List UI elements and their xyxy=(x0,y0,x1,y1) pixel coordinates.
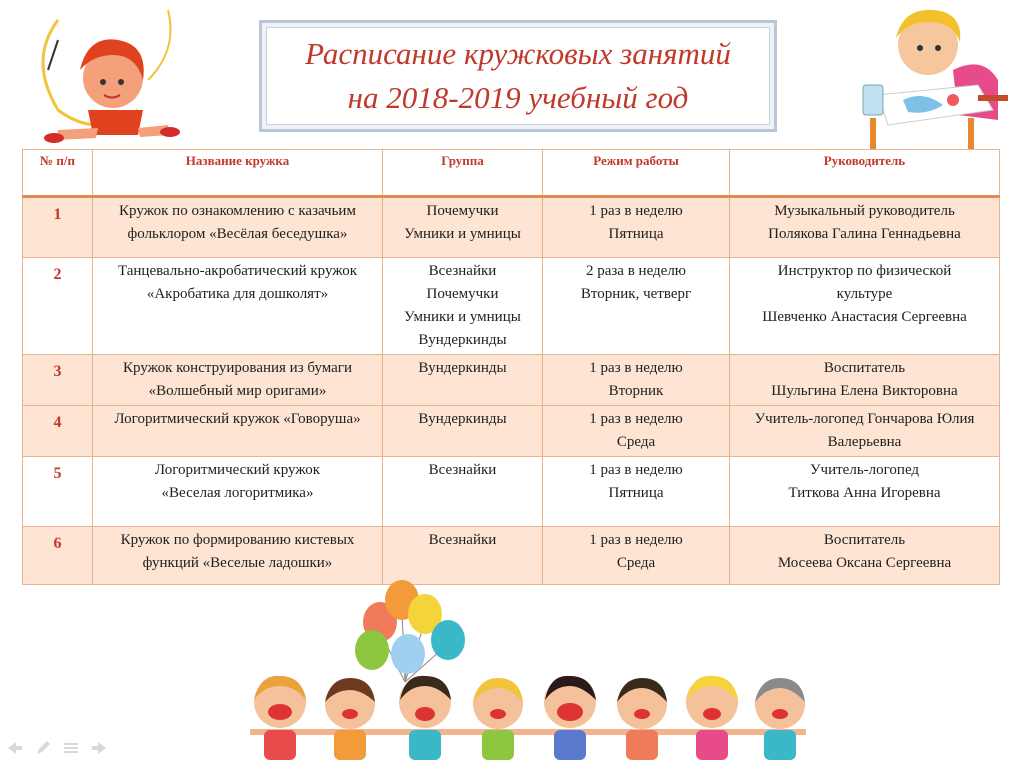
row-number: 5 xyxy=(23,457,93,527)
leader-line: Воспитатель xyxy=(823,360,906,376)
schedule-table xyxy=(22,149,1000,585)
table-row xyxy=(23,406,1000,457)
club-name-line: «Веселая логоритмика» xyxy=(161,485,314,501)
back-arrow-icon[interactable] xyxy=(6,740,24,756)
group-line: Всезнайки xyxy=(428,532,497,548)
pen-icon[interactable] xyxy=(34,740,52,756)
table-row xyxy=(23,527,1000,585)
leader-line: Полякова Галина Геннадьевна xyxy=(768,226,961,242)
menu-icon[interactable] xyxy=(62,740,80,756)
club-name-line: Кружок по формированию кистевых xyxy=(120,532,355,548)
gymnast-girl-illustration xyxy=(18,0,188,150)
group-line: Почемучки xyxy=(426,286,499,302)
schedule-cell xyxy=(543,527,730,585)
schedule-line: Среда xyxy=(616,434,656,450)
page-title-line-1: Расписание кружковых занятий xyxy=(305,36,731,71)
row-number: 2 xyxy=(23,258,93,355)
group-cell xyxy=(383,457,543,527)
header-num: № п/п xyxy=(23,150,93,197)
leader-cell xyxy=(730,258,1000,355)
table-row xyxy=(23,355,1000,406)
schedule-line: 1 раз в неделю xyxy=(589,532,683,548)
club-name-line: Кружок конструирования из бумаги xyxy=(123,360,352,376)
club-name-cell xyxy=(93,197,383,258)
group-cell xyxy=(383,197,543,258)
forward-arrow-icon[interactable] xyxy=(90,740,108,756)
header-group: Группа xyxy=(383,150,543,197)
group-line: Всезнайки xyxy=(428,263,497,279)
leader-line: культуре xyxy=(836,286,893,302)
header-schedule: Режим работы xyxy=(543,150,730,197)
header-club-name: Название кружка xyxy=(93,150,383,197)
schedule-line: Пятница xyxy=(608,226,664,242)
club-name-cell xyxy=(93,355,383,406)
group-cell xyxy=(383,406,543,457)
club-name-line: «Акробатика для дошколят» xyxy=(146,286,329,302)
group-line: Умники и умницы xyxy=(404,226,521,242)
club-name-line: Танцевально-акробатический кружок xyxy=(117,263,358,279)
leader-cell xyxy=(730,355,1000,406)
leader-line: Валерьевна xyxy=(827,434,902,450)
page-title-line-2: на 2018-2019 учебный год xyxy=(347,80,689,115)
group-cell xyxy=(383,355,543,406)
club-name-line: фольклором «Весёлая беседушка» xyxy=(127,226,348,242)
group-line: Почемучки xyxy=(426,203,499,219)
leader-line: Учитель-логопед xyxy=(809,462,920,478)
schedule-cell xyxy=(543,457,730,527)
table-row xyxy=(23,197,1000,258)
leader-cell xyxy=(730,197,1000,258)
schedule-line: 1 раз в неделю xyxy=(589,203,683,219)
row-number: 1 xyxy=(23,197,93,258)
group-line: Умники и умницы xyxy=(404,309,521,325)
leader-line: Шульгина Елена Викторовна xyxy=(771,383,958,399)
schedule-cell xyxy=(543,406,730,457)
group-line: Вундеркинды xyxy=(418,332,507,348)
table-row xyxy=(23,457,1000,527)
title-inner xyxy=(266,27,770,125)
schedule-line: Пятница xyxy=(608,485,664,501)
leader-line: Учитель-логопед Гончарова Юлия xyxy=(754,411,975,427)
row-number: 6 xyxy=(23,527,93,585)
club-name-line: Кружок по ознакомлению с казачьим xyxy=(119,203,356,219)
row-number: 4 xyxy=(23,406,93,457)
club-name-cell xyxy=(93,457,383,527)
club-name-cell xyxy=(93,527,383,585)
leader-line: Музыкальный руководитель xyxy=(774,203,955,219)
title-frame xyxy=(259,20,777,132)
club-name-line: Логоритмический кружок xyxy=(154,462,321,478)
leader-line: Инструктор по физической xyxy=(777,263,952,279)
group-cell xyxy=(383,258,543,355)
leader-line: Шевченко Анастасия Сергеевна xyxy=(762,309,967,325)
group-line: Всезнайки xyxy=(428,462,497,478)
table-row xyxy=(23,258,1000,355)
schedule-cell xyxy=(543,258,730,355)
group-line: Вундеркинды xyxy=(418,411,507,427)
club-name-cell xyxy=(93,258,383,355)
table-header-row xyxy=(23,150,1000,197)
row-number: 3 xyxy=(23,355,93,406)
club-name-line: функций «Веселые ладошки» xyxy=(142,555,333,571)
schedule-line: 1 раз в неделю xyxy=(589,360,683,376)
group-line: Вундеркинды xyxy=(418,360,507,376)
leader-cell xyxy=(730,457,1000,527)
club-name-line: «Волшебный мир оригами» xyxy=(148,383,327,399)
schedule-line: Среда xyxy=(616,555,656,571)
slide-nav-bar xyxy=(6,738,126,758)
leader-cell xyxy=(730,406,1000,457)
club-name-line: Логоритмический кружок «Говоруша» xyxy=(114,411,361,427)
schedule-line: 2 раза в неделю xyxy=(585,263,687,279)
schedule-cell xyxy=(543,355,730,406)
children-holding-hands-illustration xyxy=(240,672,816,764)
painting-child-illustration xyxy=(858,0,1018,165)
schedule-line: Вторник xyxy=(608,383,664,399)
schedule-cell xyxy=(543,197,730,258)
leader-line: Мосеева Оксана Сергеевна xyxy=(777,555,952,571)
leader-cell xyxy=(730,527,1000,585)
schedule-line: Вторник, четверг xyxy=(580,286,692,302)
leader-line: Воспитатель xyxy=(823,532,906,548)
schedule-line: 1 раз в неделю xyxy=(589,462,683,478)
leader-line: Титкова Анна Игоревна xyxy=(788,485,941,501)
schedule-line: 1 раз в неделю xyxy=(589,411,683,427)
club-name-cell xyxy=(93,406,383,457)
header-leader: Руководитель xyxy=(730,150,1000,197)
